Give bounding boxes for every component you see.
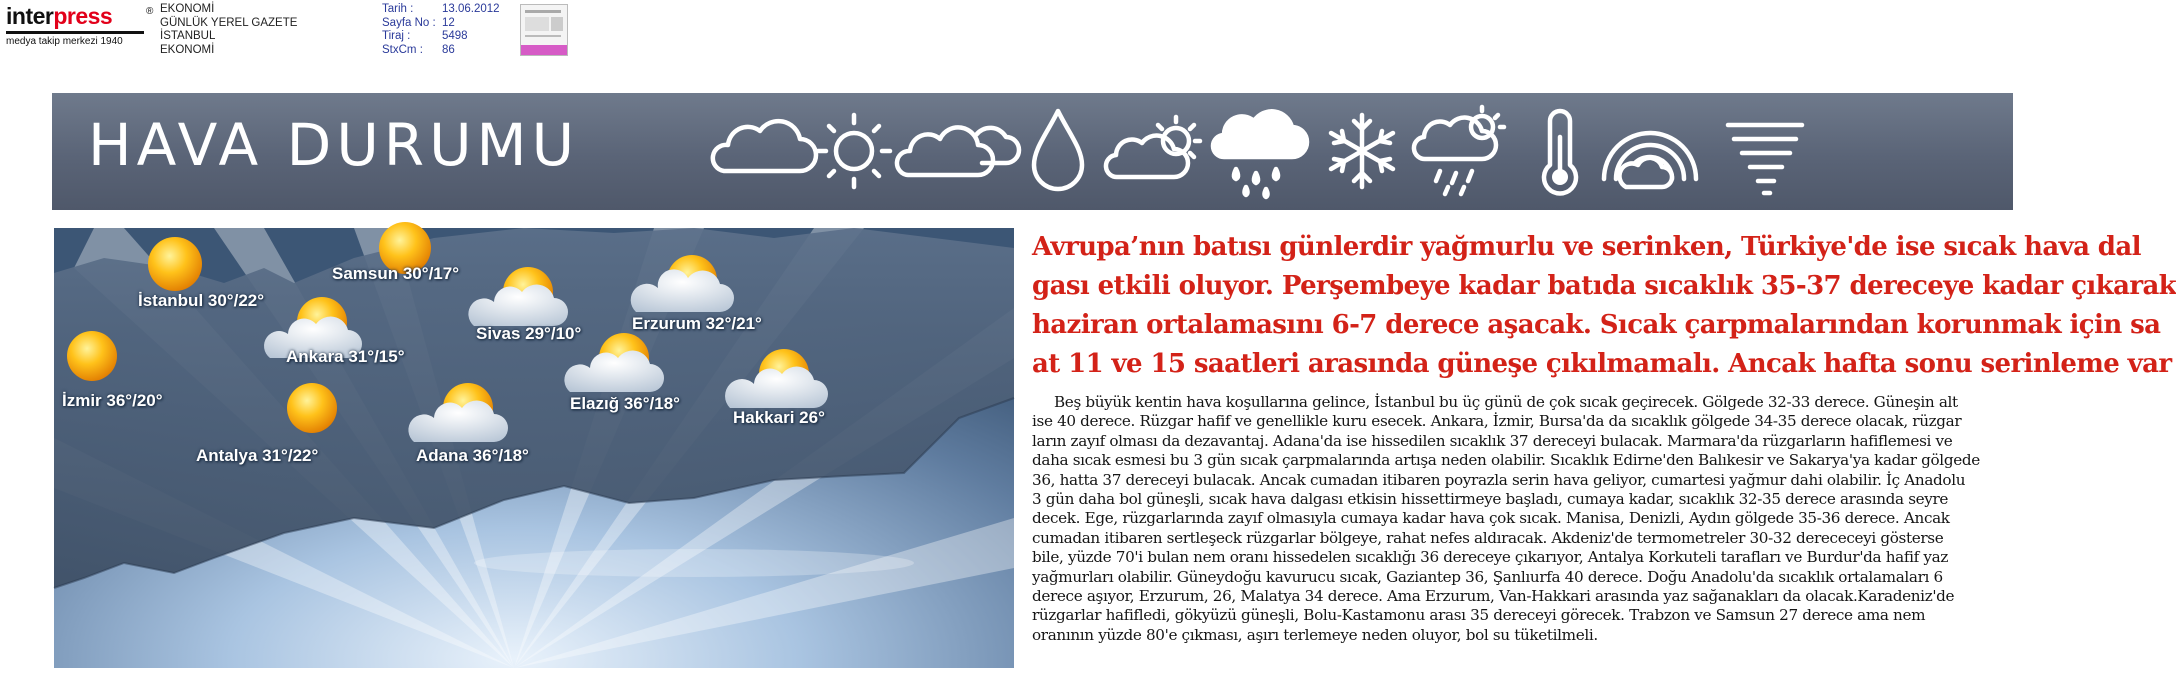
meta-value: 86 (442, 43, 455, 56)
meta-row-stxcm (382, 44, 512, 58)
logo-registered-mark: ® (146, 6, 154, 17)
city-label-hakkari: Hakkari 26° (733, 408, 825, 427)
banner-icons (52, 93, 2013, 210)
partly-sunny-icon (408, 383, 508, 442)
publication-meta-left (160, 3, 297, 57)
meta-section: EKONOMİ (160, 3, 215, 15)
meta-key: Tarih : (382, 3, 414, 15)
logo-tagline: medya takip merkezi 1940 (6, 36, 123, 47)
city-label-adana: Adana 36°/18° (416, 446, 529, 465)
city-label-erzurum: Erzurum 32°/21° (632, 314, 762, 333)
body-line: derece aşıyor, Erzurum, 26, Malatya 34 derece. Ama Erzurum, Van-Hakkari arasında yaz sağanakları da olacak.Karadeniz'de (1032, 587, 1955, 606)
page-thumbnail[interactable] (520, 4, 568, 56)
city-label-istanbul: İstanbul 30°/22° (138, 291, 265, 310)
water-drop-icon (1034, 111, 1082, 189)
partly-sunny-icon (631, 255, 734, 312)
meta-value: 12 (442, 16, 455, 29)
banner-title: HAVA DURUMU (88, 111, 580, 179)
city-label-izmir: İzmir 36°/20° (62, 391, 163, 410)
headline-line: Avrupa’nın batısı günlerdir yağmurlu ve serinken, Türkiye'de ise sıcak hava dal (1032, 232, 2141, 262)
thumbnail-highlight (521, 45, 567, 55)
body-line: yağmurları olabilir. Güneydoğu kavurucu sıcak, Gaziantep 36, Şanlıurfa 40 derece. Doğu Anadolu'da sıcaklık ortalamaları 6 (1032, 567, 1943, 586)
rainbow-icon (1604, 133, 1696, 187)
sun-icon (148, 237, 202, 291)
headline-line: haziran ortalamasını 6-7 derece aşacak. Sıcak çarpmalarından korunmak için sa (1032, 310, 2161, 340)
meta-city: İSTANBUL (160, 30, 216, 42)
headline-line: gası etkili oluyor. Perşembeye kadar batıda sıcaklık 35-37 dereceye kadar çıkarak (1032, 271, 2176, 301)
meta-row-date (382, 3, 512, 17)
logo-underline (6, 31, 144, 34)
sun-icon (287, 383, 337, 433)
body-line: daha sıcak esmesi bu 3 gün sıcak çarpmalarında artışa neden olabilir. Sıcaklık Edirne'den Balıkesir ve Sakarya'ya kadar gölgede (1032, 451, 1980, 470)
meta-category: EKONOMİ (160, 43, 215, 56)
snowflake-icon (1331, 115, 1393, 187)
partly-sunny-icon (468, 267, 568, 326)
partly-sunny-icon (1106, 117, 1200, 177)
body-line: 36, hatta 37 dereceyi bulacak. Ancak cumadan itibaren poyrazla serin hava geliyor, cumartesi yağmur dahi olabilir. İç Anadolu (1032, 470, 1966, 489)
city-label-ankara: Ankara 31°/15° (286, 347, 405, 366)
city-label-samsun: Samsun 30°/17° (332, 264, 459, 283)
tornado-icon (1728, 125, 1802, 193)
logo-text-b: press (53, 3, 113, 29)
body-line: bile, yüzde 70'i bulan nem oranı hissedelen sıcaklığı 36 dereceye çıkarıyor, Antalya Korkuteli tarafları ve Burdur'da hafif yaz (1032, 548, 1948, 567)
body-line: ise 40 derece. Rüzgar hafif ve genellikle kuru esecek. Ankara, İzmir, Bursa'da da sıcaklık gölgede 34-35 derece olacak, rüzgar (1032, 412, 1962, 431)
logo-text-a: inter (6, 3, 54, 29)
meta-row-page (382, 17, 512, 31)
interpress-logo (6, 3, 154, 48)
meta-key: StxCm : (382, 43, 423, 56)
city-label-sivas: Sivas 29°/10° (476, 324, 582, 343)
meta-value: 5498 (442, 30, 468, 42)
meta-key: Tiraj : (382, 30, 411, 42)
cloud-icon (713, 121, 816, 171)
weather-banner (52, 93, 2013, 210)
clouds-icon (897, 127, 1019, 175)
sun-icon (818, 115, 890, 187)
logo-wordmark (6, 4, 146, 28)
meta-key: Sayfa No : (382, 16, 436, 29)
body-line: 3 gün daha bol güneşli, sıcak hava dalgası etkisin hissettirmeye başladı, cumaya kadar, sıcaklık 32-35 derece arasında seyre (1032, 490, 1949, 509)
city-label-antalya: Antalya 31°/22° (196, 446, 319, 465)
meta-type: GÜNLÜK YEREL GAZETE (160, 16, 298, 29)
thermometer-icon (1544, 111, 1576, 193)
body-line: oranının yüzde 80'e çıkması, aşırı terlemeye neden oluyor, bol su tüketilmeli. (1032, 625, 1598, 644)
thumbnail-block (551, 17, 563, 31)
sun-rain-icon (1414, 107, 1504, 194)
thumbnail-line (525, 10, 561, 13)
publication-meta-right (382, 3, 512, 57)
body-line: rüzgarlar hafifledi, gökyüzü güneşli, Bolu-Kastamonu arası 35 dereceyi görecek. Trabzon ve Samsun 27 derece ama nem (1032, 606, 1926, 625)
body-line: ların zayıf olması da dezavantaj. Adana'da ise hissedilen sıcaklık 37 dereceyi bulacak. Marmara'da rüzgarların hafiflemesi ve (1032, 431, 1953, 450)
body-line: Beş büyük kentin hava koşullarına gelince, İstanbul bu üç günü de çok sıcak geçirecek. Gölgede 32-33 derece. Güneşin alt (1054, 393, 1958, 411)
headline-line: at 11 ve 15 saatleri arasında güneşe çıkılmamalı. Ancak hafta sonu serinleme var (1032, 349, 2172, 379)
thumbnail-line (525, 35, 561, 37)
body-line: cumadan itibaren sertleşeck rüzgarlar bölgeye, rahat nefes aldıracak. Akdeniz'de termometreler 30-32 derececeyi gösterse (1032, 528, 1944, 547)
weather-map (54, 228, 1014, 668)
body-line: decek. Ege, rüzgarlarında zayıf olmasıyla cumaya kadar hava çok sıcak. Manisa, Denizli, Aydın gölgede 35-36 derece. Ancak (1032, 509, 1950, 528)
meta-value: 13.06.2012 (442, 3, 500, 15)
city-label-elazig: Elazığ 36°/18° (570, 394, 680, 413)
article-headline (1032, 228, 2176, 384)
thumbnail-block (525, 17, 549, 31)
rain-cloud-icon (1213, 111, 1307, 197)
meta-row-circulation (382, 30, 512, 44)
article-body (1032, 393, 2022, 645)
sun-icon (67, 331, 117, 381)
partly-sunny-icon (725, 349, 828, 408)
